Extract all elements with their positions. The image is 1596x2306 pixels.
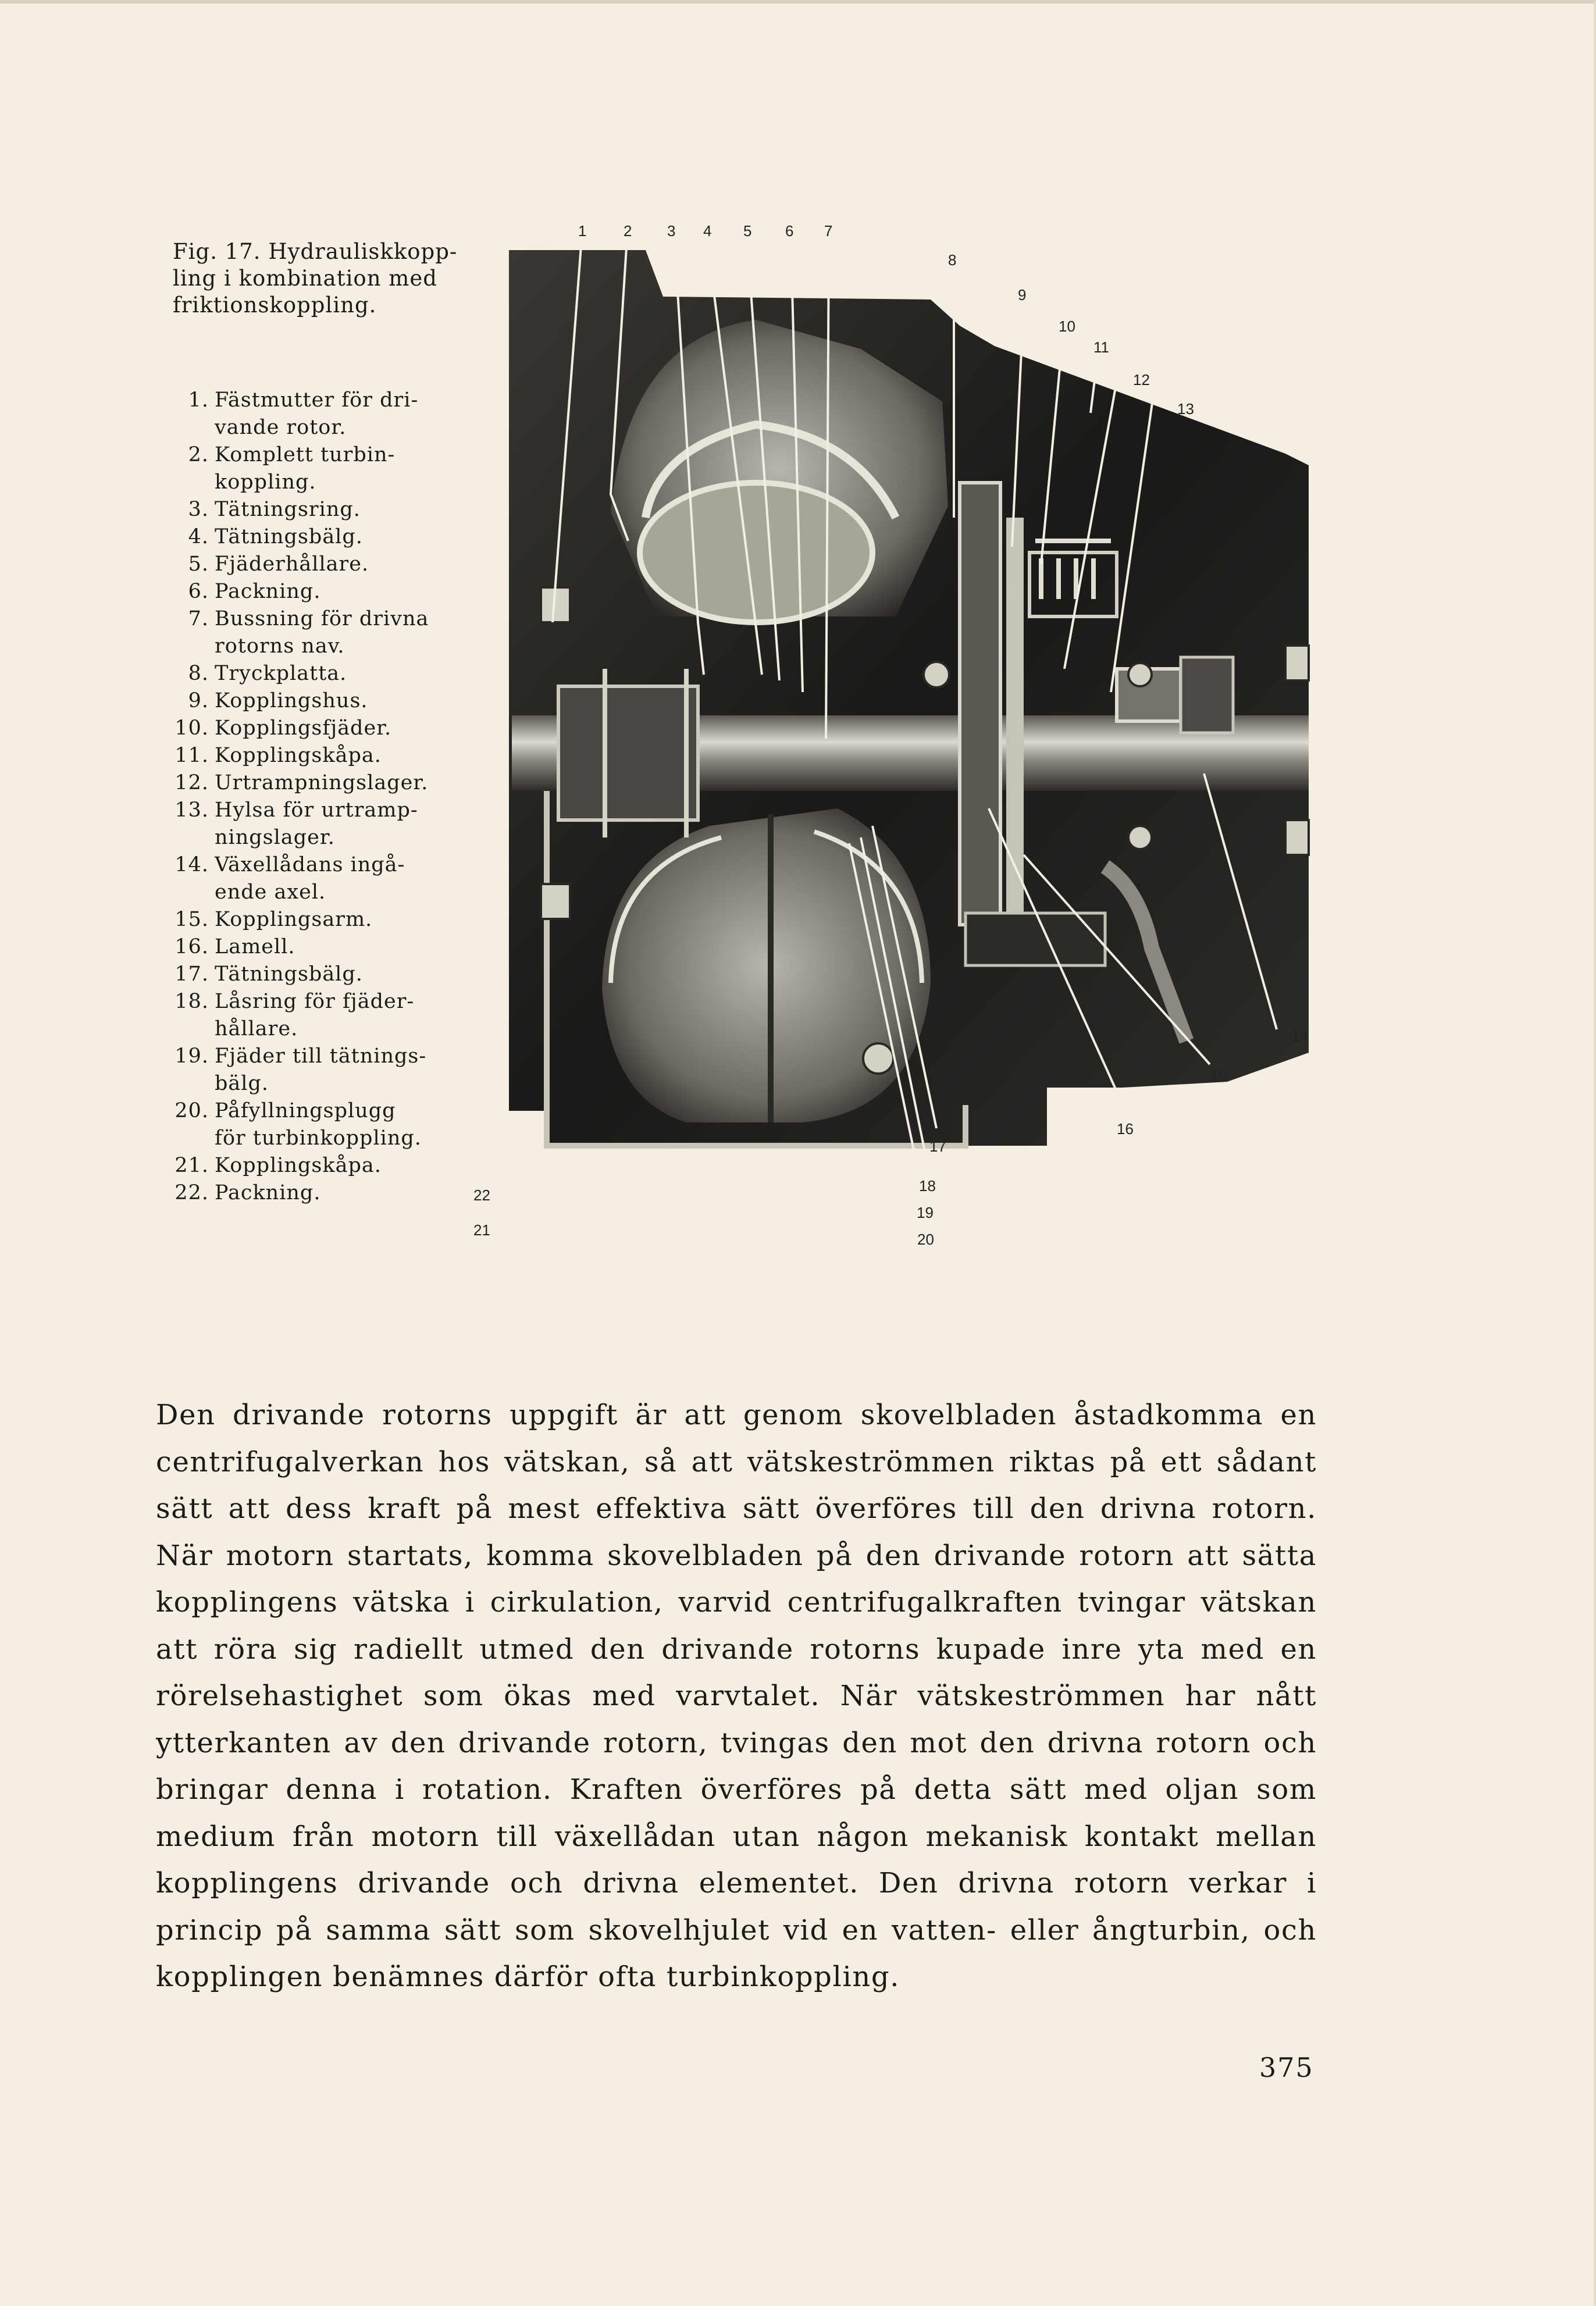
lower-plate-bracket [966, 913, 1105, 965]
legend-item [173, 797, 469, 851]
legend-item-text: Komplett turbin- [215, 443, 396, 466]
legend-item-number: 6. [188, 580, 209, 603]
legend-item [173, 988, 469, 1043]
legend-item-number: 9. [188, 689, 209, 712]
legend-item [173, 851, 469, 906]
callout-8: 8 [948, 251, 957, 269]
legend-item-text: Kopplingskåpa. [215, 744, 382, 767]
legend-item-text: rotorns nav. [215, 635, 345, 658]
legend-item-number: 7. [188, 607, 209, 630]
legend-item-text: Växellådans ingå- [215, 853, 405, 876]
legend-item-number: 18. [174, 990, 209, 1013]
legend-item-text: Kopplingskåpa. [215, 1154, 382, 1177]
callout-7: 7 [824, 222, 833, 240]
callout-21: 21 [473, 1221, 490, 1239]
legend-item-number: 14. [174, 853, 209, 876]
legend-item [173, 605, 469, 660]
legend-item-number: 13. [174, 799, 209, 822]
legend-item-text: Tätningsbälg. [215, 525, 363, 548]
legend-item-number: 20. [174, 1099, 209, 1122]
callout-9: 9 [1018, 286, 1027, 304]
callout-5: 5 [743, 222, 752, 240]
legend-item-text: Fjäder till tätnings- [215, 1045, 427, 1068]
legend-item [173, 1179, 469, 1207]
legend-item [173, 769, 469, 797]
legend-item-text: Bussning för drivna [215, 607, 429, 630]
legend-item [173, 1043, 469, 1097]
legend-item-text: ningslager. [215, 826, 335, 849]
legend-item-number: 10. [174, 717, 209, 740]
legend-item [173, 523, 469, 551]
legend-item [173, 387, 469, 441]
caption-line: Fig. 17. Hydrauliskkopp- [173, 239, 458, 264]
legend-item [173, 660, 469, 687]
legend-item-number: 11. [174, 744, 209, 767]
coupling-cross-section-figure [454, 215, 1326, 1274]
legend-item [173, 961, 469, 988]
callout-6: 6 [785, 222, 794, 240]
legend-item-text: koppling. [215, 471, 316, 494]
figure-legend [173, 387, 469, 1207]
callout-2: 2 [624, 222, 632, 240]
legend-item [173, 687, 469, 715]
legend-item-number: 22. [174, 1181, 209, 1204]
legend-item-number: 16. [174, 935, 209, 958]
figure-caption [173, 238, 464, 319]
legend-item-text: vande rotor. [215, 416, 347, 439]
legend-item [173, 1097, 469, 1152]
legend-item [173, 715, 469, 742]
callout-19: 19 [917, 1204, 934, 1221]
legend-item-text: Tätningsring. [215, 498, 361, 521]
callout-1: 1 [578, 222, 587, 240]
legend-item-number: 15. [174, 908, 209, 931]
pressure-plate [960, 483, 1000, 925]
callout-11: 11 [1093, 338, 1109, 356]
legend-item-text: Fästmutter för dri- [215, 389, 419, 412]
legend-item [173, 551, 469, 578]
legend-item-number: 8. [188, 662, 209, 685]
shaft-hub [558, 686, 698, 820]
legend-item-number: 5. [188, 553, 209, 576]
caption-line: friktionskoppling. [173, 293, 377, 318]
legend-item [173, 1152, 469, 1179]
callout-3: 3 [667, 222, 676, 240]
legend-item-text: Påfyllningsplugg [215, 1099, 396, 1122]
legend-item-text: Låsring för fjäder- [215, 990, 415, 1013]
callout-15: 15 [1210, 1068, 1227, 1085]
legend-item-number: 4. [188, 525, 209, 548]
callout-12: 12 [1133, 371, 1150, 389]
legend-item-text: Kopplingsfjäder. [215, 717, 392, 740]
legend-item [173, 496, 469, 523]
callout-13: 13 [1177, 400, 1194, 418]
legend-item [173, 933, 469, 961]
legend-item-text: Lamell. [215, 935, 295, 958]
callout-20: 20 [917, 1231, 934, 1248]
legend-item-number: 3. [188, 498, 209, 521]
legend-item-text: bälg. [215, 1072, 269, 1095]
legend-item-text: hållare. [215, 1017, 298, 1040]
legend-item-number: 21. [174, 1154, 209, 1177]
callout-16: 16 [1117, 1120, 1134, 1138]
legend-item-text: Packning. [215, 1181, 321, 1204]
legend-item-number: 19. [174, 1045, 209, 1068]
legend-item-text: Tätningsbälg. [215, 963, 363, 986]
legend-item-text: för turbinkoppling. [215, 1127, 422, 1150]
callout-10: 10 [1059, 318, 1075, 335]
legend-item [173, 906, 469, 933]
legend-item-number: 2. [188, 443, 209, 466]
page-number: 375 [1259, 2052, 1314, 2083]
legend-item-text: Urtrampningslager. [215, 771, 429, 794]
legend-item-text: Fjäderhållare. [215, 553, 369, 576]
legend-item [173, 578, 469, 605]
callout-18: 18 [919, 1177, 936, 1195]
body-paragraph: Den drivande rotorns uppgift är att genom skovelbladen åstadkomma en centrifugalverkan hos vätskan, så att vätskeströmmen riktas på ett sådant sätt att dess kraft på mest effektiva sätt överföres till den drivna rotorn. När motorn startats, komma skovelbladen på den drivande rotorn att sätta kopplingens vätska i cirkulation, varvid centrifugalkraften tvingar vätskan att röra sig radiellt utmed den drivande rotorns kupade inre yta med en rörelsehastighet som ökas med varvtalet. När vätskeströmmen har nått ytterkanten av den drivande rotorn, tvingas den mot den drivna rotorn och bringar denna i rotation. Kraften överföres på detta sätt med oljan som medium från motorn till växellådan utan någon mekanisk kontakt mellan kopplingens drivande och drivna elementet. Den drivna rotorn verkar i princip på samma sätt som skovelhjulet vid en vatten- eller ångturbin, och kopplingen benämnes därför ofta turbinkoppling. [156, 1399, 1317, 1993]
legend-item-text: Tryckplatta. [215, 662, 347, 685]
upper-rotor-window [640, 483, 872, 622]
legend-item-text: ende axel. [215, 881, 326, 904]
callout-17: 17 [929, 1138, 946, 1155]
legend-item-text: Kopplingsarm. [215, 908, 373, 931]
cross-section-drawing [454, 215, 1326, 1274]
legend-item-number: 1. [188, 389, 209, 412]
legend-item-text: Packning. [215, 580, 321, 603]
legend-item [173, 742, 469, 769]
caption-line: ling i kombination med [173, 266, 437, 291]
legend-item-text: Kopplingshus. [215, 689, 368, 712]
callout-4: 4 [703, 222, 712, 240]
callout-22: 22 [473, 1186, 490, 1204]
legend-item-number: 12. [174, 771, 209, 794]
release-sleeve [1181, 657, 1233, 733]
legend-item-text: Hylsa för urtramp- [215, 799, 418, 822]
legend-item-number: 17. [174, 963, 209, 986]
callout-14: 14 [1291, 1027, 1308, 1045]
legend-item [173, 441, 469, 496]
